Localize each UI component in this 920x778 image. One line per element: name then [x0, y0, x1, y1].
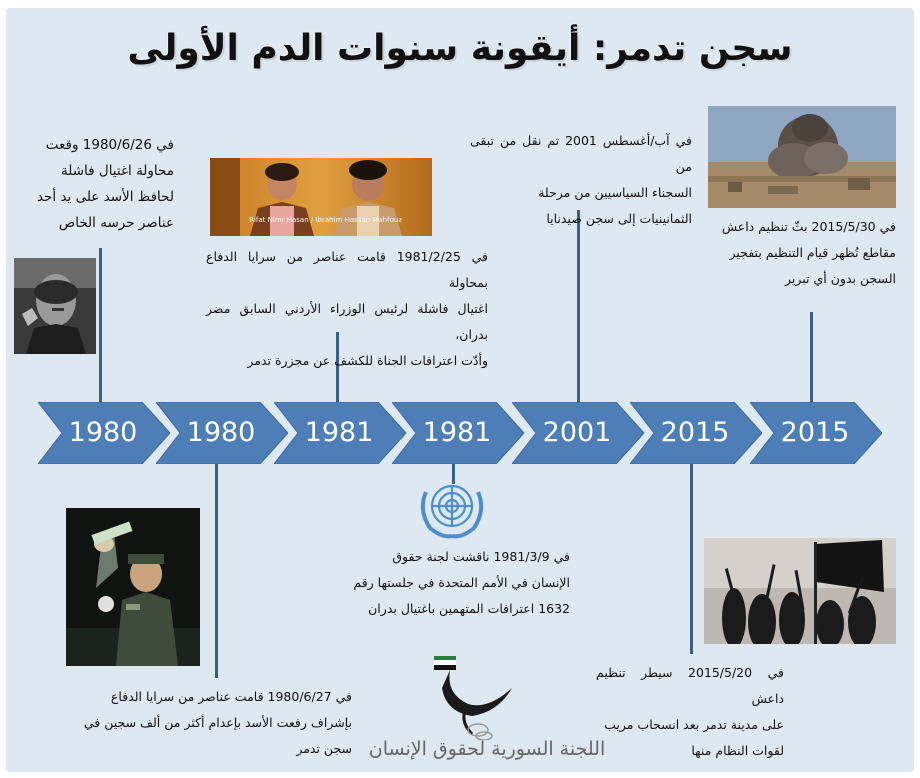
year-label-7: 2015 [780, 417, 850, 448]
connector-2015-bottom [690, 458, 693, 654]
connector-1980-top [99, 248, 102, 408]
event-1981-02-25: في 1981/2/25 قامت عناصر من سرايا الدفاع بمحاولة اغتيال فاشلة لرئيس الوزراء الأردني السابق مضر بدران، وأدّت اعترافات الجناة للكشف عن مجزرة تدمر [206, 249, 488, 368]
event-2015-05-30: في 2015/5/30 بثّ تنظيم داعش مقاطع تُظهر قيام التنظيم بتفجير السجن بدون أي تبرير [721, 219, 896, 286]
photo-caption: Rifat Nimr Hasan / Ibrahim Hassan Mahfouz [249, 216, 402, 224]
year-label-3: 1981 [304, 417, 374, 448]
event-1980-06-27: في 1980/6/27 قامت عناصر من سرايا الدفاع بإشراف رفعت الأسد بإعدام أكثر من ألف سجين في سجن تدمر [83, 689, 352, 756]
organization-name: اللجنة السورية لحقوق الإنسان [368, 738, 606, 760]
un-emblem [412, 476, 492, 540]
event-1981-03-09: في 1981/3/9 ناقشت لجنة حقوق الإنسان في الأمم المتحدة في جلستها رقم 1632 اعترافات المتهمين باغتيال بدران [353, 549, 570, 616]
year-label-2: 1980 [186, 417, 256, 448]
hafez-assad-photo [14, 258, 96, 354]
infographic-title: سجن تدمر: أيقونة سنوات الدم الأولى [127, 28, 793, 69]
isis-fighters-photo [704, 538, 896, 644]
event-2015-05-20: في 2015/5/20 سيطر تنظيم داعش على مدينة تدمر بعد انسحاب مريب لقوات النظام منها [596, 665, 784, 758]
connector-1980-bottom [215, 458, 218, 678]
confession-video-photo [210, 158, 432, 236]
event-1980-06-26: في 1980/6/26 وقعت محاولة اغتيال فاشلة لحافظ الأسد على يد أحد عناصر حرسه الخاص [36, 137, 174, 231]
year-label-4: 1981 [422, 417, 492, 448]
connector-2001-top [577, 210, 580, 408]
year-label-1: 1980 [68, 417, 138, 448]
rifaat-assad-photo [66, 508, 200, 666]
year-label-5: 2001 [542, 417, 612, 448]
year-label-6: 2015 [660, 417, 730, 448]
shrhr-logo-icon [428, 648, 518, 740]
palmyra-explosion-photo [708, 106, 896, 208]
connector-2015-top [810, 312, 813, 408]
event-2001: في آب/أغسطس 2001 تم نقل من تبقى من السجناء السياسيين من مرحلة الثمانينيات إلى سجن صيدنايا [470, 133, 692, 226]
